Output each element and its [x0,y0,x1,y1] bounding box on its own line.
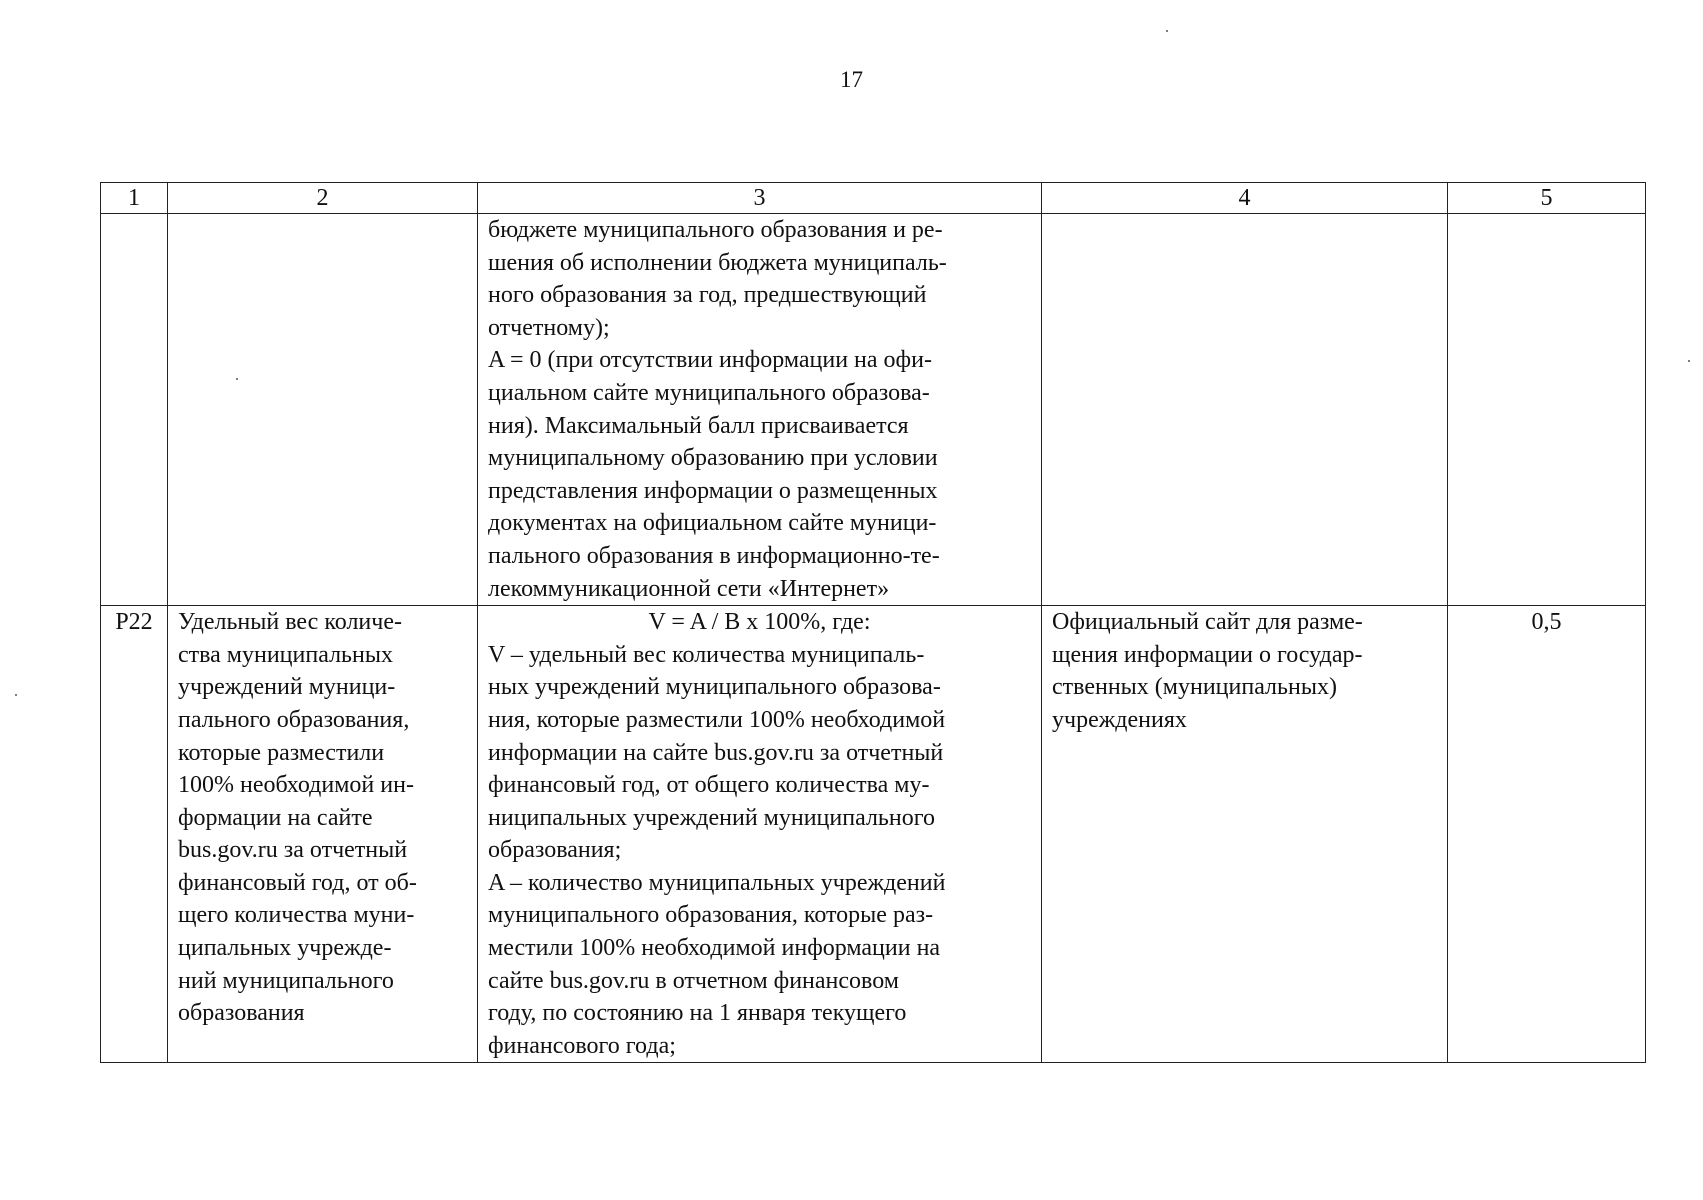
indicator-cell [168,214,478,606]
row-code-cell [101,214,168,606]
criteria-table [100,182,1646,1063]
source-cell: Официальный сайт для разме- щения информации о государ- ственных (муниципальных) учреждениях [1042,606,1448,1063]
table-row [101,606,1646,1063]
weight-cell [1448,214,1646,606]
weight-cell: 0,5 [1448,606,1646,1063]
method-cell: бюджете муниципального образования и ре- шения об исполнении бюджета муниципаль- ного образования за год, предшествующий отчетному); A = 0 (при отсутствии информации на офи- циальном сайте муниципального образова- ния). Максимальный балл присваивается муниципальному образованию при условии представления информации о размещенных документах на официальном сайте муници- пального образования в информационно-те- лекоммуникационной сети «Интернет» [478,214,1042,606]
column-header-2: 2 [168,183,478,214]
formula-text: V = A / B x 100%, где: [648,609,871,636]
method-description: V – удельный вес количества муниципаль- ных учреждений муниципального образова- ния, которые разместили 100% необходимой информации на сайте bus.gov.ru за отчетный финансовый год, от общего количества му- ниципальных учреждений муниципального образования; A – количество муниципальных учреждений муниципального образования, которые раз- местили 100% необходимой информации на сайте bus.gov.ru в отчетном финансовом году, по состоянию на 1 января текущего финансового года; [488,641,946,1059]
page-number: 17 [840,67,863,92]
row-code-cell: P22 [101,606,168,1063]
scan-speck [1688,360,1690,362]
column-header-1: 1 [101,183,168,214]
column-header-3: 3 [478,183,1042,214]
scan-speck [1166,30,1168,32]
table-header-row [101,183,1646,214]
method-cell [478,606,1042,1063]
column-header-5: 5 [1448,183,1646,214]
column-header-4: 4 [1042,183,1448,214]
table-row [101,214,1646,606]
indicator-cell: Удельный вес количе- ства муниципальных учреждений муници- пального образования, которые разместили 100% необходимой ин- формации на сайте bus.gov.ru за отчетный финансовый год, от об- щего количества муни- ципальных учрежде- ний муниципального образования [168,606,478,1063]
scan-speck [15,694,17,696]
source-cell [1042,214,1448,606]
